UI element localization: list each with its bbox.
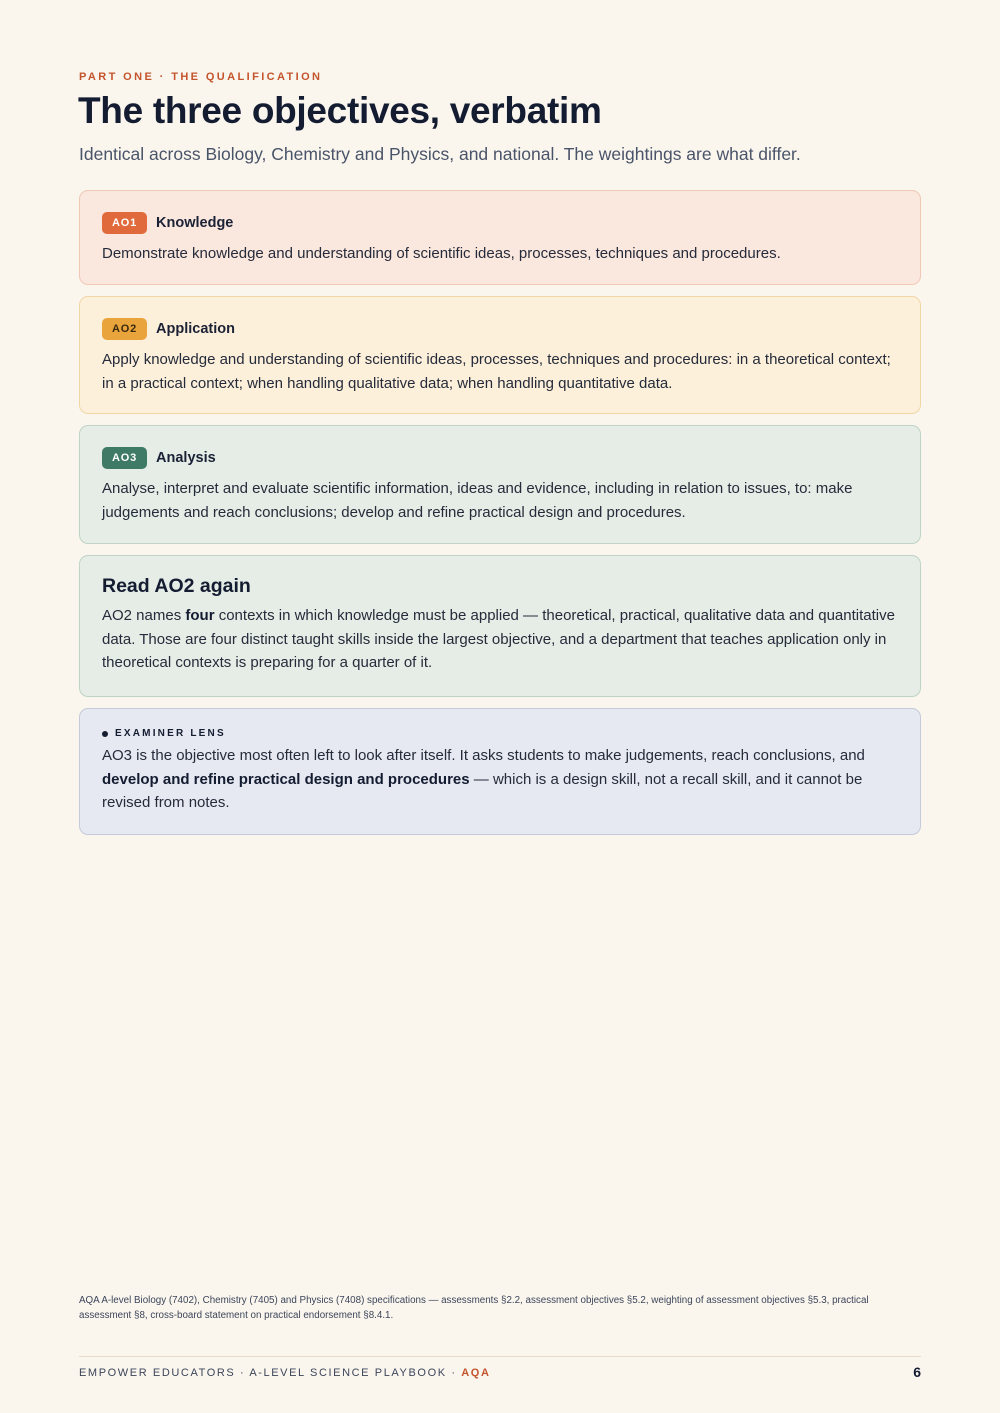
objective-card-ao3 bbox=[79, 425, 921, 544]
ao1-badge: AO1 bbox=[102, 212, 147, 234]
callout-title: Read AO2 again bbox=[102, 575, 251, 597]
callout-text-emphasis: four bbox=[185, 607, 215, 624]
ao2-text: Apply knowledge and understanding of scientific ideas, processes, techniques and procedures: in a theoretical context; in a practical context; when handling qualitative data; when handling quantitative data. bbox=[102, 351, 891, 392]
page-number: 6 bbox=[913, 1364, 921, 1380]
ao2-badge: AO2 bbox=[102, 318, 147, 340]
page-subtitle: Identical across Biology, Chemistry and Physics, and national. The weightings are what differ. bbox=[79, 144, 801, 164]
bullet-dot-icon bbox=[102, 731, 108, 737]
lens-text-part: — which is a design skill, not a recall skill, and it cannot be revised from notes. bbox=[102, 770, 863, 811]
examiner-lens-text bbox=[102, 744, 898, 815]
read-ao2-again-callout bbox=[79, 555, 921, 697]
footer-text: EMPOWER EDUCATORS · A-LEVEL SCIENCE PLAYBOOK · bbox=[79, 1367, 462, 1379]
callout-text-part: contexts in which knowledge must be applied — theoretical, practical, qualitative data and quantitative data. Those are four distinct taught skills inside the largest objective, and a department that teaches application only in theoretical contexts is preparing for a quarter of it. bbox=[102, 607, 895, 671]
ao1-title: Knowledge bbox=[156, 215, 234, 231]
footer-divider bbox=[79, 1356, 921, 1357]
ao2-title: Application bbox=[156, 321, 235, 337]
lens-text-emphasis: develop and refine practical design and procedures bbox=[102, 770, 470, 788]
examiner-lens-callout bbox=[79, 708, 921, 835]
callout-text-part: AO2 names bbox=[102, 607, 186, 624]
page-title: The three objectives, verbatim bbox=[78, 90, 602, 131]
lens-text-part: AO3 is the objective most often left to look after itself. It asks students to make judgements, reach conclusions, and bbox=[102, 747, 865, 764]
section-kicker: PART ONE · THE QUALIFICATION bbox=[79, 71, 323, 83]
callout-text bbox=[102, 604, 898, 675]
ao3-text: Analyse, interpret and evaluate scientific information, ideas and evidence, including in relation to issues, to: make judgements and reach conclusions; develop and refine practical design and procedures. bbox=[102, 480, 853, 521]
source-footnote: AQA A-level Biology (7402), Chemistry (7405) and Physics (7408) specifications — assessments §2.2, assessment objectives §5.2, weighting of assessment objectives §5.3, practical assessment §8, cross-board statement on practical endorsement §8.4.1. bbox=[79, 1295, 869, 1321]
footer-running-title bbox=[79, 1367, 491, 1379]
ao3-title: Analysis bbox=[156, 450, 216, 466]
examiner-lens-label: EXAMINER LENS bbox=[115, 728, 226, 739]
objective-card-ao1 bbox=[79, 190, 921, 285]
footer-brand: AQA bbox=[461, 1367, 491, 1379]
ao3-badge: AO3 bbox=[102, 447, 147, 469]
ao1-text: Demonstrate knowledge and understanding of scientific ideas, processes, techniques and procedures. bbox=[102, 245, 781, 262]
objective-card-ao2 bbox=[79, 296, 921, 414]
